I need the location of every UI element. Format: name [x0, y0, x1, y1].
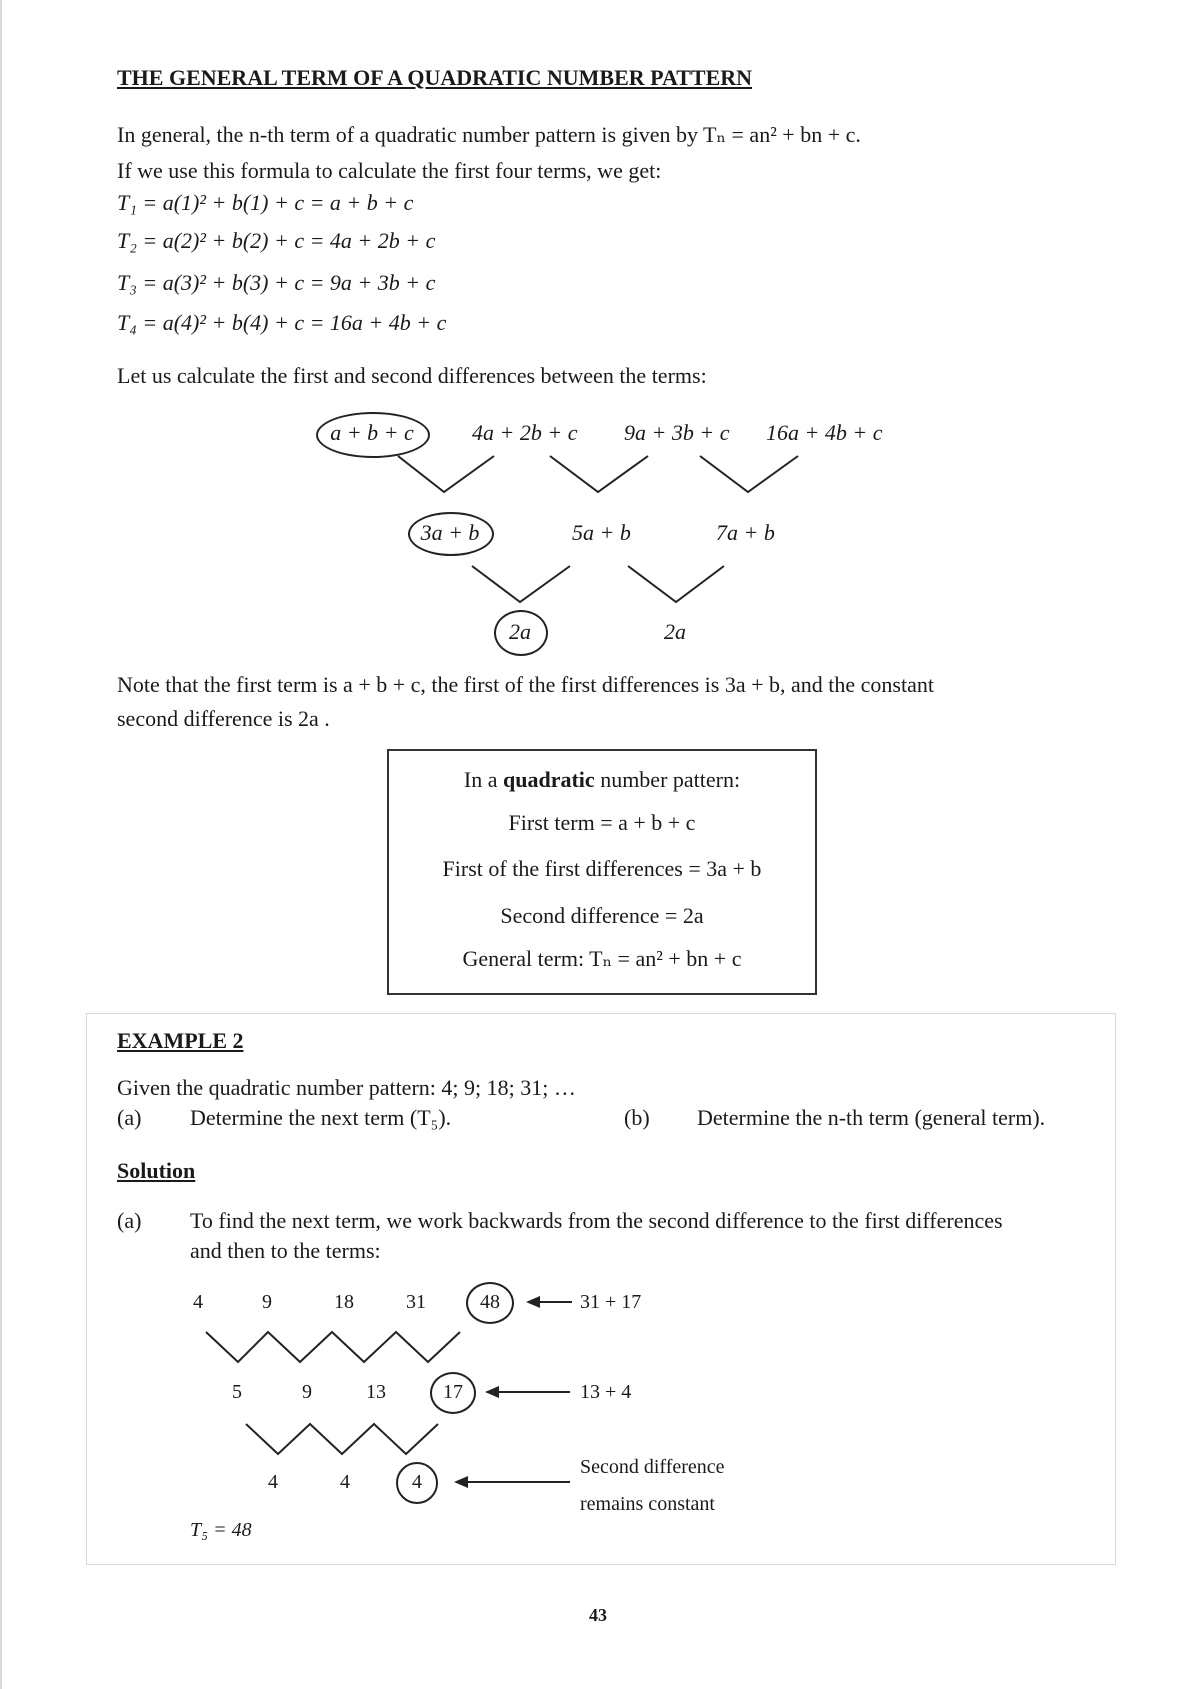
- annotation-13-plus-4: 13 + 4: [580, 1381, 632, 1403]
- diagram2-term-1: 4: [193, 1291, 203, 1313]
- example-title: EXAMPLE 2: [117, 1028, 244, 1053]
- part-b-text: Determine the n-th term (general term).: [697, 1105, 1046, 1130]
- diagram2-first-diff-1: 5: [232, 1381, 242, 1403]
- summary-first-term: First term = a + b + c: [508, 810, 696, 835]
- summary-general-term: General term: Tₙ = an² + bn + c: [462, 946, 742, 971]
- diagram2-second-diff-3: 4: [412, 1471, 422, 1493]
- annotation-remains-constant: remains constant: [580, 1493, 715, 1515]
- equation-t1: T₁ = a(1)² + b(1) + c = a + b + c: [117, 190, 414, 215]
- summary-first-diff: First of the first differences = 3a + b: [442, 856, 762, 881]
- solution-a-line-2: and then to the terms:: [190, 1238, 381, 1263]
- diagram1-term-2: 4a + 2b + c: [472, 420, 578, 445]
- diagram1-second-diff-2: 2a: [664, 619, 686, 644]
- summary-second-diff: Second difference = 2a: [500, 903, 704, 928]
- annotation-31-plus-17: 31 + 17: [580, 1291, 642, 1313]
- diagram1-first-diff-2: 5a + b: [572, 520, 631, 545]
- diagram2-first-diff-4: 17: [443, 1381, 463, 1403]
- page-number: 43: [589, 1605, 607, 1625]
- page-title: THE GENERAL TERM OF A QUADRATIC NUMBER PATTERN: [117, 65, 753, 90]
- annotation-second-difference: Second difference: [580, 1456, 725, 1478]
- diagram2-first-diff-3: 13: [366, 1381, 386, 1403]
- equation-t2: T₂ = a(2)² + b(2) + c = 4a + 2b + c: [117, 228, 436, 253]
- diagram2-term-4: 31: [406, 1291, 426, 1313]
- diagram2-second-diff-1: 4: [268, 1471, 278, 1493]
- note-line-2: second difference is 2a .: [117, 706, 330, 731]
- diagram1-term-1: a + b + c: [330, 420, 414, 445]
- intro-line-2: If we use this formula to calculate the first four terms, we get:: [117, 158, 662, 183]
- part-a-label: (a): [117, 1105, 142, 1130]
- diagram2-result: T₅ = 48: [190, 1519, 252, 1541]
- diagram2-term-3: 18: [334, 1291, 354, 1313]
- equation-t4: T₄ = a(4)² + b(4) + c = 16a + 4b + c: [117, 310, 447, 335]
- example-given: Given the quadratic number pattern: 4; 9; 18; 31; …: [117, 1075, 576, 1100]
- summary-title: In a quadratic number pattern:: [463, 767, 741, 792]
- intro-line-1: In general, the n-th term of a quadratic number pattern is given by Tₙ = an² + bn + c.: [117, 122, 861, 147]
- diagram2-first-diff-2: 9: [302, 1381, 312, 1403]
- diagram1-term-3: 9a + 3b + c: [624, 420, 730, 445]
- diagram2-term-5: 48: [480, 1291, 500, 1313]
- diagram1-first-diff-1: 3a + b: [420, 520, 480, 545]
- solution-a-label: (a): [117, 1208, 142, 1233]
- diagram1-first-diff-3: 7a + b: [716, 520, 775, 545]
- diagram1-term-4: 16a + 4b + c: [766, 420, 883, 445]
- part-b-label: (b): [624, 1105, 650, 1130]
- differences-intro: Let us calculate the first and second differences between the terms:: [117, 363, 707, 388]
- part-a-text: Determine the next term (T₅).: [190, 1105, 452, 1130]
- diagram2-term-2: 9: [262, 1291, 272, 1313]
- solution-a-line-1: To find the next term, we work backwards from the second difference to the first differences: [190, 1208, 1003, 1233]
- diagram1-second-diff-1: 2a: [509, 619, 531, 644]
- equation-t3: T₃ = a(3)² + b(3) + c = 9a + 3b + c: [117, 270, 436, 295]
- solution-title: Solution: [117, 1158, 196, 1183]
- diagram2-second-diff-2: 4: [340, 1471, 350, 1493]
- note-line-1: Note that the first term is a + b + c, the first of the first differences is 3a + b, and the constant: [117, 672, 934, 697]
